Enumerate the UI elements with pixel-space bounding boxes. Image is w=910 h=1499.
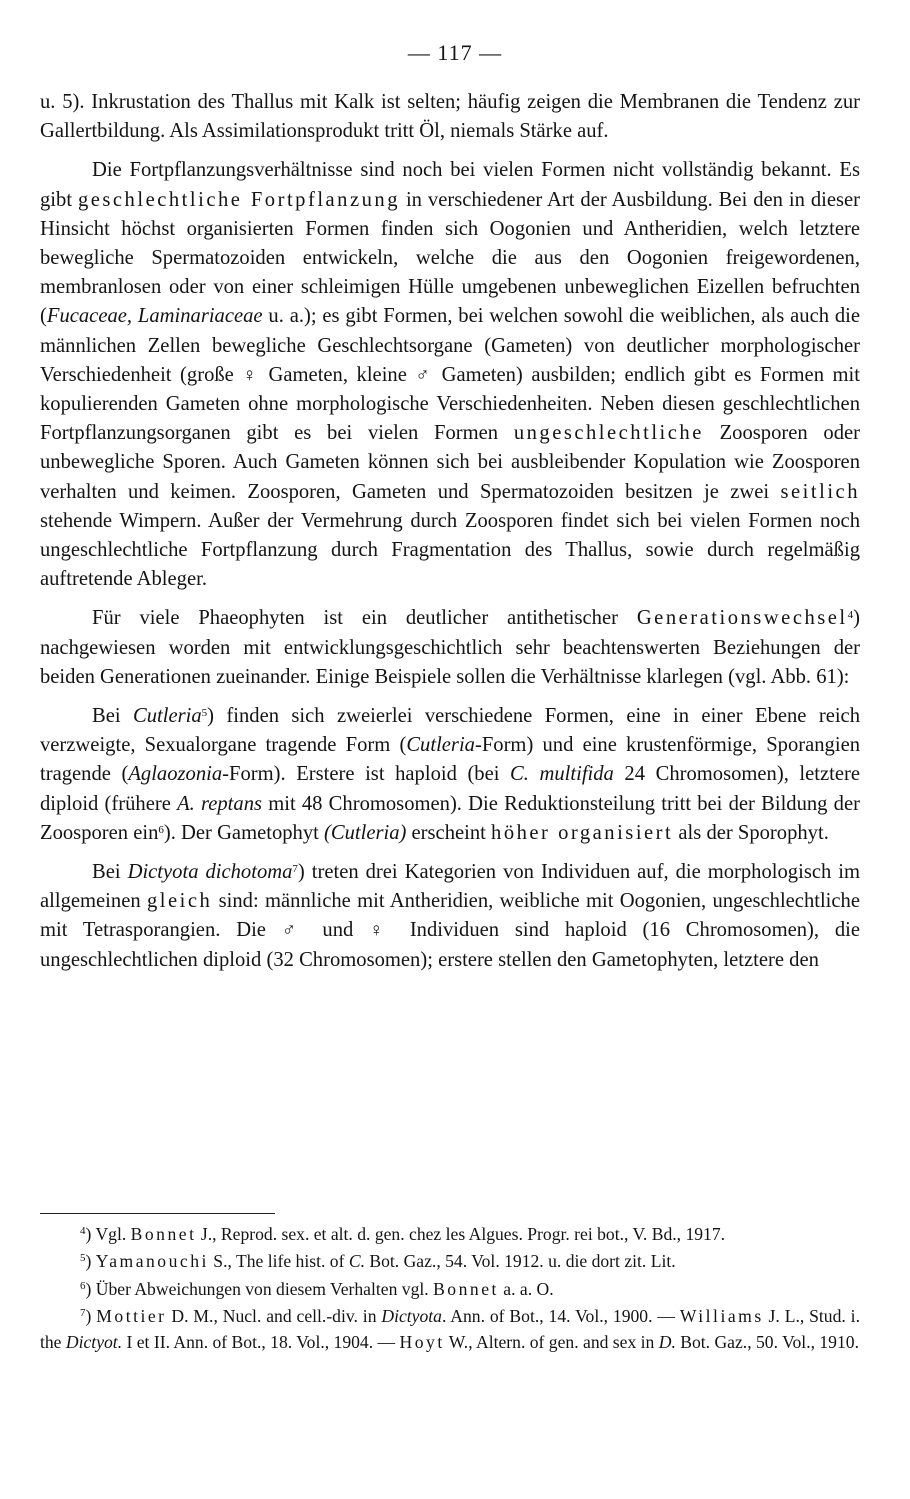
footnote-divider <box>40 1213 275 1214</box>
taxon-italic: A. reptans <box>177 792 263 815</box>
paragraph-fortpflanzung: Die Fortpflanzungsverhältnisse sind noch bei vielen Formen nicht vollständig bekannt. Es gibt geschlechtliche Fortpflanzung in verschiedener Art der Ausbildung. Bei den in dieser Hinsicht höchst organisierten Formen finden sich Oogonien und Antheridien, welch letztere bewegliche Spermatozoiden entwickeln, welche die aus den Oogonien freigewordenen, membranlosen oder von einer schleimigen Hülle umgebenen unbeweglichen Eizellen befruchten (Fucaceae, Laminariaceae u. a.); es gibt Formen, bei welchen sowohl die weiblichen, als auch die männlichen Zellen bewegliche Geschlechtsorgane (Gameten) von deutlicher morphologischer Verschiedenheit (große ♀ Gameten, kleine ♂ Gameten) ausbilden; endlich gibt es Formen mit kopulierenden Gameten ohne morphologische Verschiedenheiten. Neben diesen geschlechtlichen Fortpflanzungsorganen gibt es bei vielen Formen ungeschlechtliche Zoosporen oder unbewegliche Sporen. Auch Gameten können sich bei ausbleibender Kopulation wie Zoosporen verhalten und keimen. Zoosporen, Gameten und Spermatozoiden besitzen je zwei seitlich stehende Wimpern. Außer der Vermehrung durch Zoosporen findet sich bei vielen Formen noch ungeschlechtliche Fortpflanzung durch Fragmentation des Thallus, sowie durch regelmäßig auftretende Ableger. <box>40 159 860 591</box>
main-text <box>40 88 860 975</box>
taxon-italic: Dictyota <box>381 1306 442 1327</box>
paragraph-generationswechsel: Für viele Phaeophyten ist ein deutlicher antithetischer Generationswechsel$^4$) nachgewiesen worden mit entwicklungsgeschichtlich sehr beachtenswerten Beziehungen der beiden Generationen zueinander. Einige Beispiele sollen die Verhältnisse klarlegen (vgl. Abb. 61): <box>40 607 860 688</box>
taxon-italic: Dictyot. <box>65 1331 123 1352</box>
author-spaced: Mottier <box>96 1306 167 1327</box>
author-spaced: Bonnet <box>433 1278 499 1299</box>
taxon-italic: Aglaozonia <box>128 763 223 786</box>
footnote-6: $^6$) Über Abweichungen von diesem Verhalten vgl. Bonnet a. a. O. <box>80 1278 554 1299</box>
female-symbol-icon: ♀ <box>369 920 395 942</box>
footnote-ref[interactable]: 7 <box>292 863 298 876</box>
page-number: — 117 — <box>407 40 503 65</box>
taxon-italic: Cutleria <box>406 734 475 757</box>
author-spaced: Yamanouchi <box>95 1251 209 1272</box>
emphasis-spaced: Generationswechsel <box>636 607 848 630</box>
footnote-ref[interactable]: 5 <box>201 707 208 720</box>
author-spaced: Hoyt <box>399 1331 445 1352</box>
paragraph-cutleria: Bei Cutleria$^5$) finden sich zweierlei verschiedene Formen, eine in einer Ebene reich verzweigte, Sexualorgane tragende Form (Cutleria-Form) und eine krustenförmige, Sporangien tragende (Aglaozonia-Form). Erstere ist haploid (bei C. multifida 24 Chromosomen), letztere diploid (frühere A. reptans mit 48 Chromosomen). Die Reduktionsteilung tritt bei der Bildung der Zoosporen ein$^6$). Der Gametophyt (Cutleria) erscheint höher organisiert als der Sporophyt. <box>40 705 861 844</box>
taxon-italic: D. <box>658 1331 676 1352</box>
female-symbol-icon: ♀ <box>242 364 260 386</box>
footnote-4: $^4$) Vgl. Bonnet J., Reprod. sex. et alt. d. gen. chez les Algues. Progr. rei bot., V. Bd., 1917. <box>80 1224 726 1244</box>
male-symbol-icon: ♂ <box>415 364 434 386</box>
footnote-7: $^7$) Mottier D. M., Nucl. and cell.-div. in Dictyota. Ann. of Bot., 14. Vol., 1900. — Williams J. L., Stud. i. the Dictyot. I et II. Ann. of Bot., 18. Vol., 1904. — Hoyt W., Altern. of gen. and sex in D. Bot. Gaz., 50. Vol., 1910. <box>40 1306 860 1352</box>
emphasis-spaced: seitlich <box>780 480 860 503</box>
taxon-italic: Cutleria <box>133 705 202 728</box>
emphasis-spaced: geschlechtliche Fortpflanzung <box>77 188 401 211</box>
footnotes <box>40 1222 860 1355</box>
footnote-ref[interactable]: 6 <box>158 823 164 836</box>
author-spaced: Bonnet <box>130 1224 197 1244</box>
footnote-ref[interactable]: 4 <box>847 609 854 622</box>
emphasis-spaced: gleich <box>146 890 213 913</box>
paragraph-continuation: u. 5). Inkrustation des Thallus mit Kalk ist selten; häufig zeigen die Membranen die Tendenz zur Gallertbildung. Als Assimilationsprodukt tritt Öl, niemals Stärke auf. <box>40 91 860 143</box>
male-symbol-icon: ♂ <box>281 920 307 942</box>
taxon-italic: C. multifida <box>510 763 614 786</box>
paragraph-dictyota: Bei Dictyota dichotoma$^7$) treten drei Kategorien von Individuen auf, die morphologisch im allgemeinen gleich sind: männliche mit Antheridien, weibliche mit Oogonien, ungeschlechtliche mit Tetrasporangien. Die ♂ und ♀ Individuen sind haploid (16 Chromosomen), die ungeschlechtlichen diploid (32 Chromosomen); erstere stellen den Gametophyten, letztere den <box>40 861 861 971</box>
author-spaced: Williams <box>679 1306 764 1327</box>
taxon-italic: Dictyota dichotoma <box>127 861 293 884</box>
taxon-italic: Fucaceae, Laminariaceae <box>46 305 263 328</box>
taxon-italic: C. <box>348 1251 365 1272</box>
emphasis-spaced: ungeschlechtliche <box>513 422 704 445</box>
footnote-5: $^5$) Yamanouchi S., The life hist. of C. Bot. Gaz., 54. Vol. 1912. u. die dort zit. Lit. <box>80 1251 676 1272</box>
taxon-italic: (Cutleria) <box>324 821 407 844</box>
emphasis-spaced: höher organisiert <box>491 821 674 844</box>
